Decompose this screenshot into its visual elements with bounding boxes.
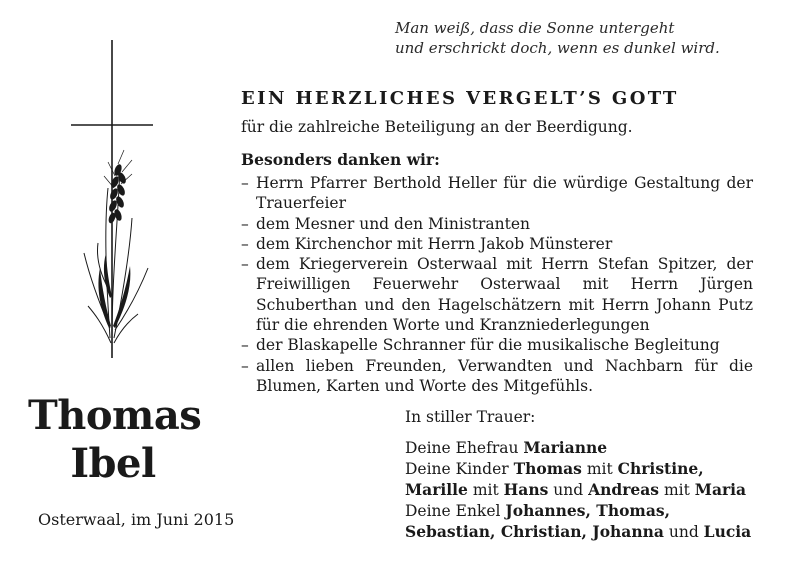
mourner-text: und xyxy=(548,481,589,499)
mourner-text: Deine Kinder xyxy=(405,460,514,478)
list-item-text: dem Kriegerverein Osterwaal mit Herrn Stefan Spitzer, der Freiwilligen Feuerwehr Osterwaal mit Herrn Jürgen Schuberthan und den Hagelschätzern mit Herrn Johann Putz für die ehrenden Worte und Kranzniederlegungen xyxy=(256,255,753,335)
place-date: Osterwaal, im Juni 2015 xyxy=(38,510,235,529)
mourners-line-children xyxy=(405,458,704,480)
mourner-text: mit xyxy=(659,481,695,499)
mourner-text: Deine Enkel xyxy=(405,502,506,520)
list-item xyxy=(241,356,753,397)
mourner-name: Maria xyxy=(694,480,747,499)
mourner-name: Christine, xyxy=(617,459,704,478)
cross-with-wheat-icon xyxy=(60,38,170,368)
motto-quote xyxy=(395,18,775,58)
thanks-list xyxy=(241,173,753,396)
motto-line-1: Man weiß, dass die Sonne untergeht xyxy=(395,19,675,37)
deceased-first-name: Thomas xyxy=(28,392,202,439)
list-item-text: dem Kirchenchor mit Herrn Jakob Münsterer xyxy=(256,234,613,253)
list-item-text: allen lieben Freunden, Verwandten und Nachbarn für die Blumen, Karten und Worte des Mitgefühls. xyxy=(256,356,753,395)
mourner-name: Sebastian, Christian, Johanna xyxy=(405,522,664,541)
list-dash: – xyxy=(241,214,249,233)
list-item-text: dem Mesner und den Ministranten xyxy=(256,214,530,233)
mourner-name: Lucia xyxy=(703,522,752,541)
mourner-name: Marianne xyxy=(523,438,608,457)
mourners-line-grandchildren-2 xyxy=(405,521,751,543)
list-item xyxy=(241,173,753,214)
list-item xyxy=(241,234,753,254)
list-item-text: der Blaskapelle Schranner für die musikalische Begleitung xyxy=(256,336,720,355)
mourners-intro: In stiller Trauer: xyxy=(405,408,536,426)
mourners-line-children-2 xyxy=(405,479,746,501)
list-dash: – xyxy=(241,234,249,253)
list-dash: – xyxy=(241,336,249,355)
list-item xyxy=(241,254,753,335)
mourners-line-spouse xyxy=(405,437,607,459)
mourner-name: Marille xyxy=(405,480,468,499)
motto-line-2: und erschrickt doch, wenn es dunkel wird. xyxy=(395,39,720,57)
mourners-line-grandchildren xyxy=(405,500,670,522)
subheading: für die zahlreiche Beteiligung an der Beerdigung. xyxy=(241,118,633,136)
deceased-last-name: Ibel xyxy=(70,440,156,487)
list-dash: – xyxy=(241,356,249,375)
list-dash: – xyxy=(241,174,249,192)
thanks-label: Besonders danken wir: xyxy=(241,150,440,169)
mourner-text: und xyxy=(663,523,704,541)
page-title: EIN HERZLICHES VERGELT’S GOTT xyxy=(241,88,679,109)
mourner-text: Deine Ehefrau xyxy=(405,439,524,457)
mourner-name: Thomas xyxy=(513,459,582,478)
mourner-name: Hans xyxy=(503,480,549,499)
list-item-text: Herrn Pfarrer Berthold Heller für die würdige Gestaltung der Trauerfeier xyxy=(256,174,753,213)
mourner-text: mit xyxy=(581,460,618,478)
list-item xyxy=(241,335,753,355)
mourner-name: Johannes, Thomas, xyxy=(505,501,671,520)
mourner-text: mit xyxy=(467,481,504,499)
list-dash: – xyxy=(241,255,249,274)
mourner-name: Andreas xyxy=(588,480,660,499)
list-item xyxy=(241,214,753,234)
